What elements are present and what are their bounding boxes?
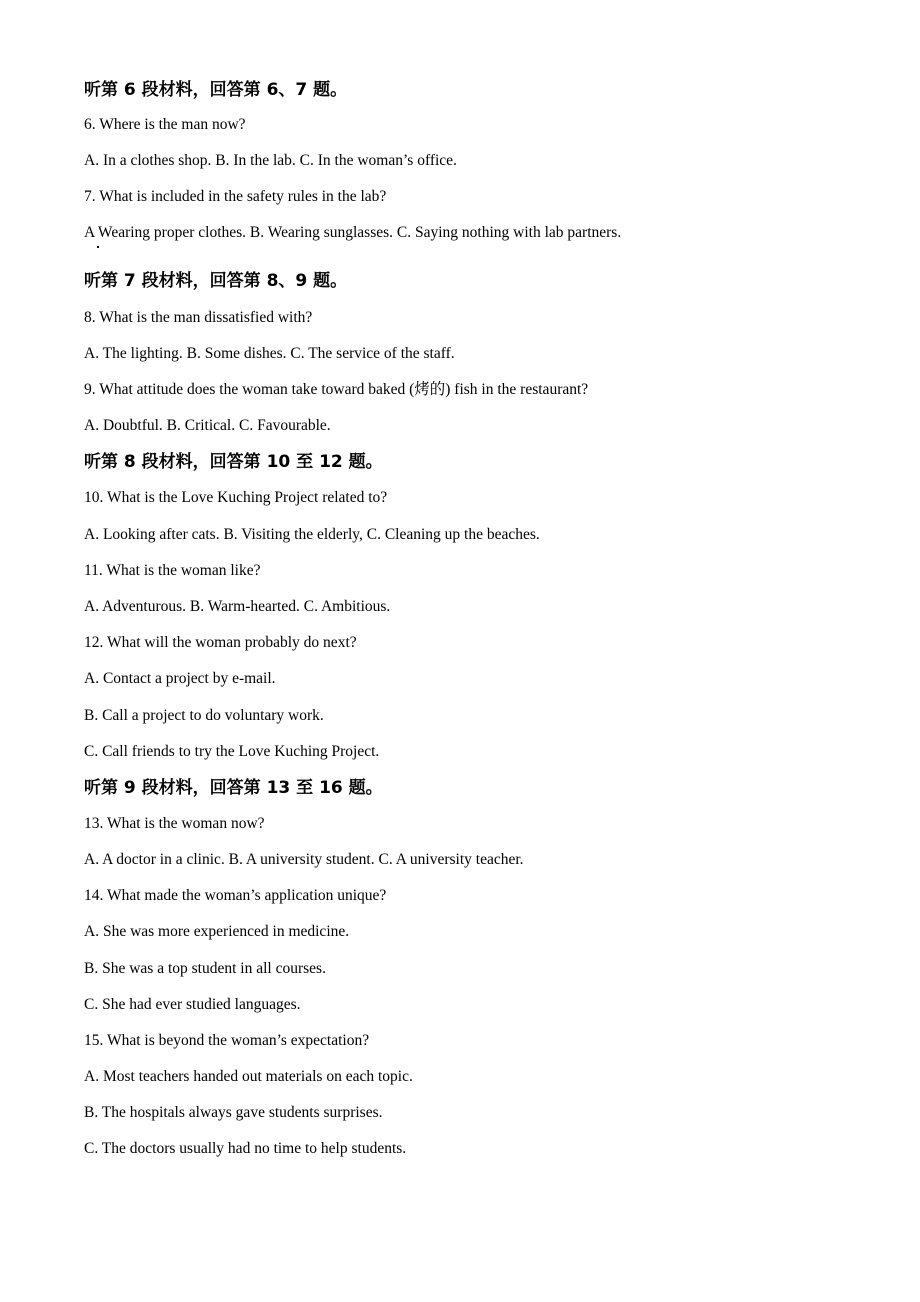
answer-options: C. Call friends to try the Love Kuching Project. — [84, 743, 380, 760]
answer-options: B. Call a project to do voluntary work. — [84, 707, 324, 724]
answer-options: A. Adventurous. B. Warm-hearted. C. Ambitious. — [84, 598, 391, 615]
answer-options: A. A doctor in a clinic. B. A university student. C. A university teacher. — [84, 851, 524, 868]
answer-options: C. She had ever studied languages. — [84, 996, 301, 1013]
answer-options: C. The doctors usually had no time to help students. — [84, 1140, 407, 1157]
answer-options: A. She was more experienced in medicine. — [84, 923, 350, 940]
section-heading: 听第 7 段材料，回答第 8、9 题。 — [84, 271, 348, 291]
section-heading: 听第 9 段材料，回答第 13 至 16 题。 — [84, 778, 383, 798]
question-text: 15. What is beyond the woman’s expectation? — [84, 1032, 370, 1049]
stray-dot-mark — [97, 246, 99, 248]
answer-options: B. The hospitals always gave students surprises. — [84, 1104, 383, 1121]
question-text: 6. Where is the man now? — [84, 116, 246, 133]
answer-options: A. In a clothes shop. B. In the lab. C. In the woman’s office. — [84, 152, 457, 169]
question-text: 11. What is the woman like? — [84, 562, 261, 579]
question-text: 7. What is included in the safety rules in the lab? — [84, 188, 387, 205]
answer-options: A. The lighting. B. Some dishes. C. The service of the staff. — [84, 345, 455, 362]
answer-options: B. She was a top student in all courses. — [84, 960, 326, 977]
answer-options: A. Doubtful. B. Critical. C. Favourable. — [84, 417, 331, 434]
question-text: 8. What is the man dissatisfied with? — [84, 309, 313, 326]
question-text: 9. What attitude does the woman take toward baked (烤的) fish in the restaurant? — [84, 381, 589, 398]
answer-options: A. Looking after cats. B. Visiting the elderly, C. Cleaning up the beaches. — [84, 526, 540, 543]
question-text: 12. What will the woman probably do next? — [84, 634, 357, 651]
question-text: 13. What is the woman now? — [84, 815, 265, 832]
section-heading: 听第 8 段材料，回答第 10 至 12 题。 — [84, 452, 383, 472]
question-text: 10. What is the Love Kuching Project related to? — [84, 489, 388, 506]
answer-options: A. Contact a project by e-mail. — [84, 670, 276, 687]
question-text: 14. What made the woman’s application unique? — [84, 887, 387, 904]
answer-options: A Wearing proper clothes. B. Wearing sunglasses. C. Saying nothing with lab partners. — [84, 224, 622, 241]
section-heading: 听第 6 段材料，回答第 6、7 题。 — [84, 80, 348, 100]
answer-options: A. Most teachers handed out materials on each topic. — [84, 1068, 413, 1085]
